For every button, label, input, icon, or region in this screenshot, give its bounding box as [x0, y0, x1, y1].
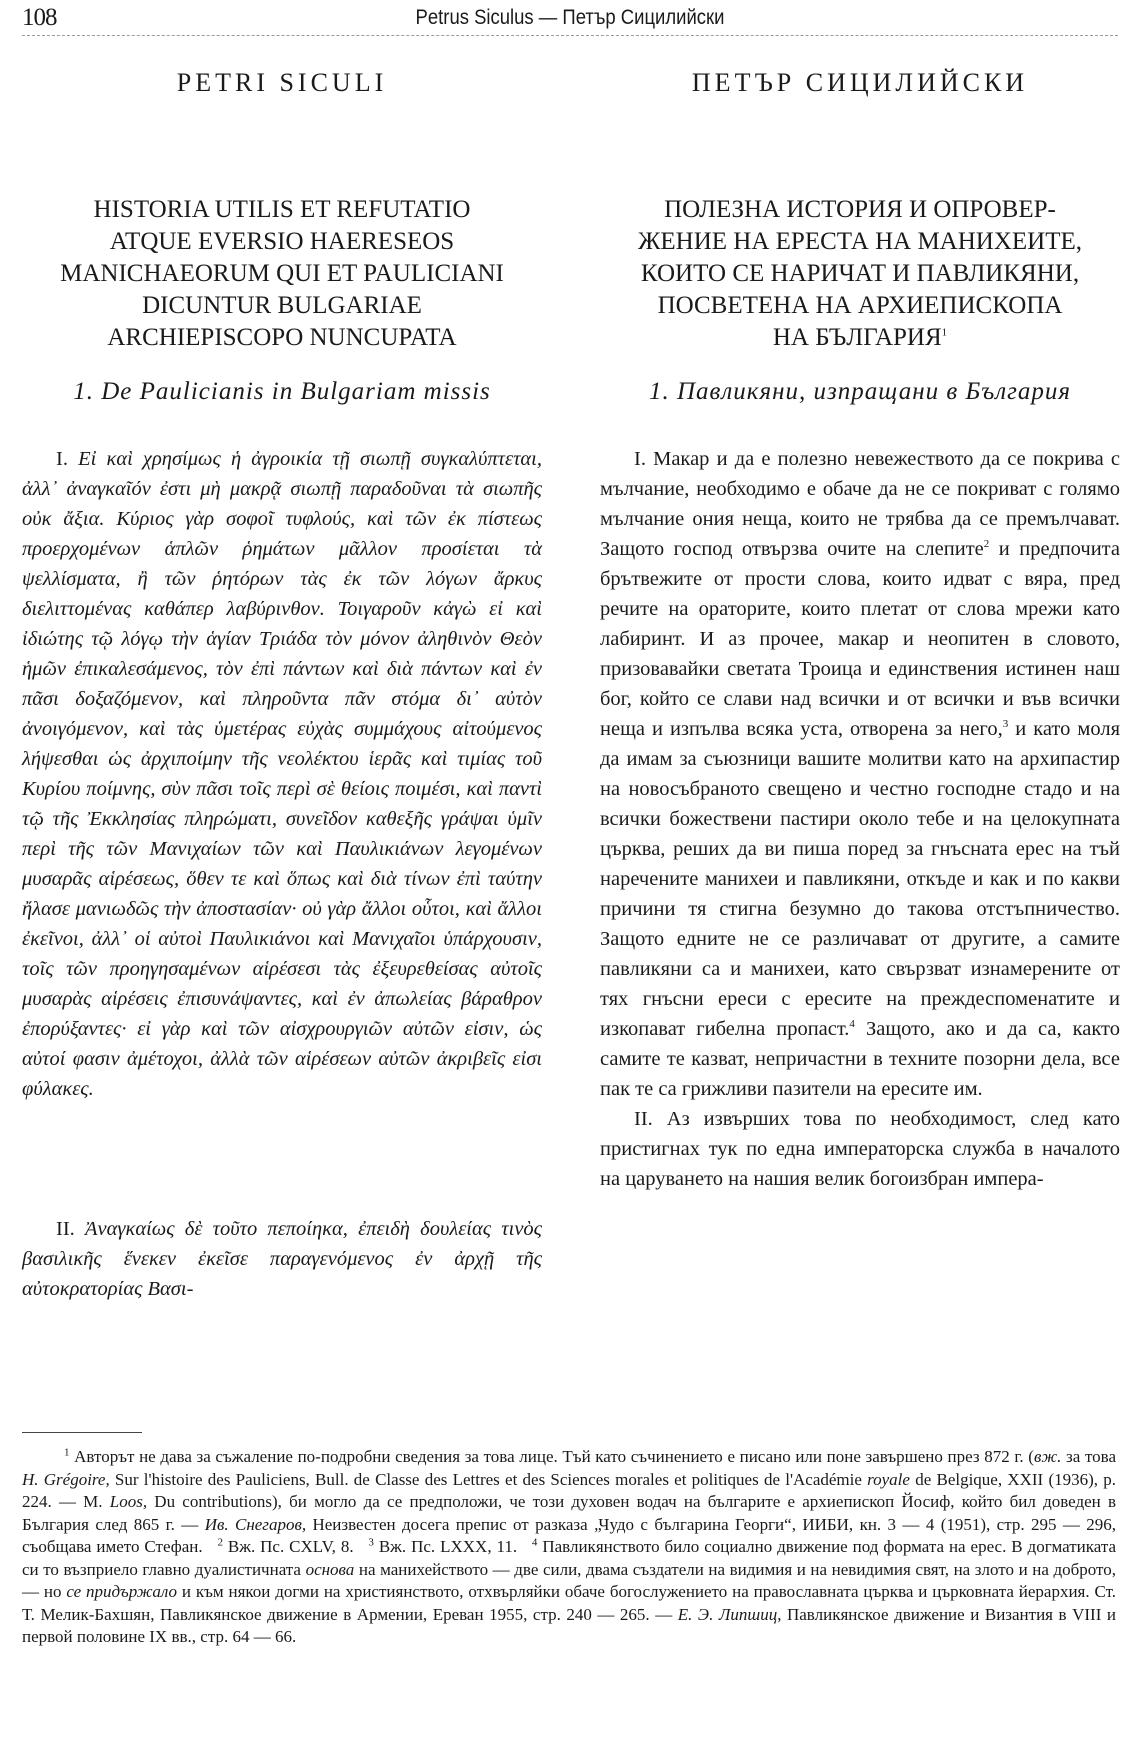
footnote-ref[interactable]: 4	[849, 1018, 855, 1031]
footnote-ref[interactable]: 1	[941, 326, 948, 339]
section-heading-latin: 1. De Paulicianis in Bulgariam missis	[73, 378, 491, 405]
footnote-mark: 3	[368, 1536, 374, 1549]
footnote-ref[interactable]: 3	[1002, 718, 1009, 731]
title-latin	[22, 194, 542, 354]
paragraph-1: I. Макар и да е полезно невежеството да се покрива с мълчание, необходимо е обаче да не се покриват с голямо мълчание ония неща, които не трябва да се премълчават. Защото господ отвързва очите на слепите$^2$ и предпочита брътвежите от прости слова, които идват с вяра, пред речите на ораторите, които плетат от слова мрежи като лабиринт. И аз прочее, макар и неопитен в словото, призовавайки светата Троица и единствения истинен наш бог, който се слави над всички и от всички и във всички неща и изпълва всяка уста, отворена за него,$^3$ и като моля да имам за съюзници вашите молитви като на архипастир на новосъбраното свещено и честно господне стадо и на всички божествени пастири около тебе и на целокупната църква, реших да ви пиша поред за гнъсната ерес на тъй наречените манихеи и павликяни, откъде и как и по какви причини тя стигна безумно до такова отстъпничество. Защото едните не се различават от другите, а самите павликяни са и манихеи, като свързват изнамерените от тях гнъсни ереси с ересите на преждеспоменатите и изкопават гибелна пропаст.$^4$ Защото, ако и да са, както самите те казват, непричастни в техните позорни дела, все пак те са грижливи пазители на ересите им.	[600, 448, 1120, 1100]
title-line: ATQUE EVERSIO HAERESEOS	[109, 228, 455, 255]
page-number: 108	[22, 4, 57, 31]
section-heading-bulgarian: 1. Павликяни, изпращани в България	[648, 378, 1072, 405]
running-head: Petrus Siculus — Петър Сицилийски	[415, 6, 725, 29]
paragraph-number: I.	[634, 448, 646, 470]
author-latin: PETRI SICULI	[176, 68, 388, 97]
paragraph-number: II.	[634, 1108, 653, 1130]
paragraph-2	[22, 1214, 542, 1304]
paragraph-1	[22, 444, 542, 1104]
greek-text	[22, 444, 542, 1304]
footnote-mark: 2	[217, 1536, 223, 1549]
author-bulgarian: ПЕТЪР СИЦИЛИЙСКИ	[691, 68, 1029, 97]
title-bulgarian	[600, 194, 1120, 354]
left-column-greek	[22, 60, 542, 1304]
right-column-bulgarian	[600, 60, 1120, 1194]
title-line: ПОЛЕЗНА ИСТОРИЯ И ОПРОВЕР-	[664, 196, 1056, 223]
title-line: ЖЕНИЕ НА ЕРЕСТА НА МАНИХЕИТЕ,	[637, 228, 1083, 255]
paragraph-2: II. Аз извърших това по необходимост, след като пристигнах тук по една императорска служба в началото на царуването на нашия велик богоизбран импера-	[600, 1108, 1121, 1190]
paragraph-text: Ἀναγκαίως δὲ τοῦτο πεποίηκα, ἐπειδὴ δουλείας τινὸς βασιλικῆς ἕνεκεν ἐκεῖσε παραγενόμενος ἐν ἀρχῇ τῆς αὐτοκρατορίας Βασι-	[22, 1218, 543, 1300]
title-line: НА БЪЛГАРИЯ$^1$	[772, 324, 948, 351]
paragraph-number: II.	[56, 1218, 75, 1240]
title-line: ARCHIEPISCOPO NUNCUPATA	[107, 324, 457, 351]
title-line: КОИТО СЕ НАРИЧАТ И ПАВЛИКЯНИ,	[640, 260, 1080, 287]
header-rule	[22, 35, 1118, 36]
bulgarian-text	[600, 444, 1120, 1194]
paragraph-number: I.	[56, 448, 68, 470]
page-header	[22, 4, 1118, 36]
title-line: MANICHAEORUM QUI ET PAULICIANI	[60, 260, 504, 287]
title-line: ПОСВЕТЕНА НА АРХИЕПИСКОПА	[657, 292, 1063, 319]
footnote-mark: 1	[64, 1446, 70, 1459]
footnotes	[22, 1446, 1116, 1649]
paragraph-text: Εἰ καὶ χρησίμως ἡ ἀγροικία τῇ σιωπῇ συγκαλύπτεται, ἀλλ᾽ ἀναγκαῖόν ἐστι μὴ μακρᾷ σιωπῇ παραδοῦναι τὰ σιωπῆς οὐκ ἄξια. Κύριος γὰρ σοφοῖ τυφλούς, καὶ τῶν ἐκ πίστεως προερχομένων ἁπλῶν ῥημάτων μᾶλλον προσίεται τὰ ψελλίσματα, ἢ τῶν ῥητόρων τὰς ἐκ τῶν λόγων ἄρκυς διελιττομένας καθάπερ λαβύρινθον. Τοιγαροῦν κἀγὼ εἰ καὶ ἰδιώτης τῷ λόγῳ τὴν ἁγίαν Τριάδα τὸν μόνον ἀληθινὸν Θεὸν ἡμῶν ἐπικαλεσάμενος, τὸν ἐπὶ πάντων καὶ διὰ πάντων καὶ ἐν πᾶσι δοξαζόμενον, καὶ πληροῦντα πᾶν στόμα δι᾽ αὐτὸν ἀνοιγόμενον, καὶ τὰς ὑμετέρας εὐχὰς συμμάχους αἰτούμενος λήψεσθαι ὡς ἀρχιποίμην τῆς νεολέκτου ἱερᾶς καὶ τιμίας τοῦ Κυρίου ποίμνης, σὺν πᾶσι τοῖς περὶ σὲ θείοις ποιμέσι, καὶ παντὶ τῷ τῆς Ἐκκλησίας πληρώματι, συνεῖδον καθεξῆς γράψαι ὑμῖν περὶ τῆς τῶν Μανιχαίων τῶν καὶ Παυλικιάνων λεγομένων μυσαρᾶς αἱρέσεως, ὅθεν τε καὶ ὅπως καὶ διὰ τίνων ἐπὶ ταύτην ἤλασε μανιωδῶς τὴν ἀποστασίαν· οὐ γὰρ ἄλλοι οὗτοι, καὶ ἄλλοι ἐκεῖνοι, ἀλλ᾽ οἱ αὐτοὶ Παυλικιάνοι καὶ Μανιχαῖοι ὑπάρχουσιν, τοῖς τῶν προηγησαμένων αἱρέσεσι τὰς ἐξευρεθείσας αὐτοῖς μυσαρὰς αἱρέσεις ἐπισυνάψαντες, καὶ ἐν ἀπωλείας βάραθρον ἐπορύξαντες· εἰ γὰρ καὶ τῶν αἰσχρουργιῶν αὐτῶν εἰσιν, ὡς αὐτοί φασιν ἀμέτοχοι, ἀλλὰ τῶν αἱρέσεων αὐτῶν ἀκριβεῖς εἰσι φύλακες.	[22, 448, 542, 1100]
footnote-mark: 4	[531, 1536, 538, 1549]
footnote-rule	[22, 1432, 142, 1433]
footnote-ref[interactable]: 2	[983, 538, 990, 551]
title-line: HISTORIA UTILIS ET REFUTATIO	[93, 196, 471, 223]
footnote-1: $^1$ Авторът не дава за съжаление по-подробни сведения за това лице. Тъй като съчинението е писано или поне завършено през 872 г. (вж. за това H. Grégoire, Sur l'histoire des Pauliciens, Bull. de Classe des Lettres et des Sciences morales et politiques de l'Académie royale de Belgique, XXII (1936), p. 224. — M. Loos, Du contributions), би могло да се предположи, че този духовен водач на българите е архиепископ Йосиф, който бил доведен в България след 865 г. — Ив. Снегаров, Неизвестен досега препис от разказа „Чудо с българина Георги“, ИИБИ, кн. 3 — 4 (1951), стр. 295 — 296, съобщава името Стефан. $^2$ Вж. Пс. CXLV, 8. $^3$ Вж. Пс. LXXX, 11. $^4$ Павликянството било социално движение под формата на ерес. В догматиката си то възприело главно дуалистичната основа на манихейството — две сили, двама създатели на видимия и на невидимия свят, на злото и на доброто, — но се придържало и към някои догми на християнството, отхвърляйки обаче богослужението на православната църква и църковната йерархия. Ст. Т. Мелик-Бахшян, Павликянское движение в Армении, Ереван 1955, стр. 240 — 265. — Е. Э. Липшиц, Павликянское движение и Византия в VIII и первой половине IX вв., стр. 64 — 66.	[22, 1446, 1117, 1646]
title-line: DICUNTUR BULGARIAE	[142, 292, 422, 319]
